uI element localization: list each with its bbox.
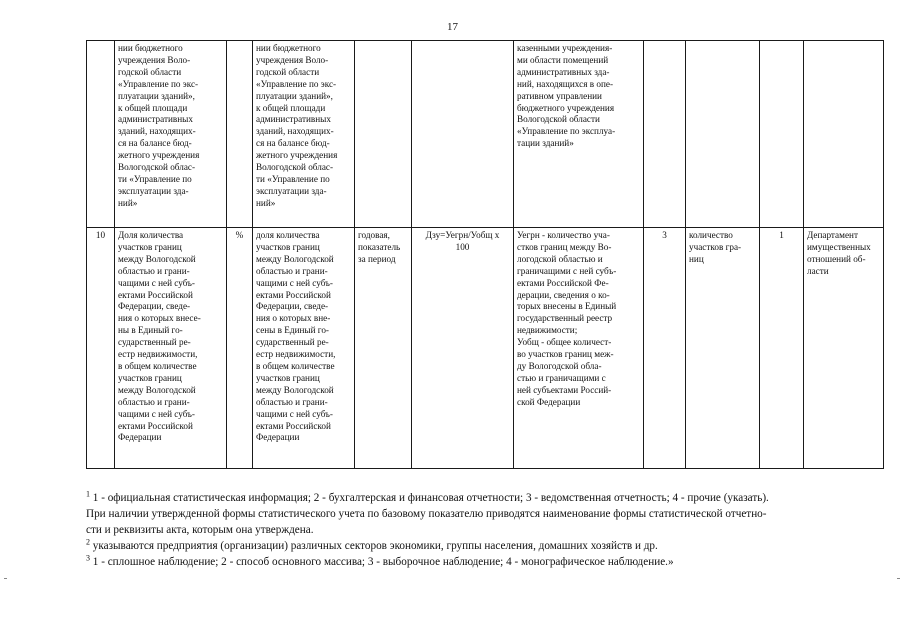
footnote-line (86, 554, 886, 570)
table-cell (760, 228, 804, 469)
cell-text-line: участков границ (118, 241, 182, 252)
table-cell (514, 228, 644, 469)
cell-text-line: участков гра- (689, 241, 742, 252)
cell-text-line: жетного учреждения (118, 150, 200, 161)
table-cell (115, 41, 227, 228)
scan-edge-mark (4, 578, 7, 579)
cell-text-line: стью и граничащими с (517, 372, 606, 383)
cell-text-line: эксплуатации зда- (256, 185, 327, 196)
cell-text-line: ний» (256, 197, 276, 208)
cell-text-line: за период (358, 253, 396, 264)
footnote-marker: 2 (86, 537, 90, 547)
cell-text-line: бюджетного учреждения (517, 102, 615, 113)
cell-text-line: учреждения Воло- (256, 54, 329, 65)
cell-text-line: чащими с ней субъ- (256, 277, 333, 288)
footnote-text: 1 - официальная статистическая информация; 2 - бухгалтерская и финансовая отчетности; 3 - ведомственная отчетность; 4 - прочие (указать). (90, 492, 769, 504)
table-cell (227, 41, 253, 228)
cell-text-line: ней субъектами Россий- (517, 384, 612, 395)
cell-text-line: ний» (118, 197, 138, 208)
cell-text-line: ектами Российской Фе- (517, 277, 609, 288)
footnote-text: указываются предприятия (организации) различных секторов экономики, группы населения, домашних хозяйств и др. (90, 540, 658, 552)
footnote-marker: 3 (86, 553, 90, 563)
cell-text-line: государственный реестр (517, 313, 613, 324)
page-number: 17 (447, 21, 458, 33)
cell-text-line: учреждения Воло- (118, 54, 191, 65)
cell-text-line: административных (118, 114, 193, 125)
cell-text-line: между Вологодской (118, 253, 196, 264)
cell-text-line: количество (689, 230, 733, 240)
cell-text-line: Доля количества (118, 230, 184, 240)
cell-text-line: % (235, 230, 244, 240)
cell-text-line: годовая, (358, 230, 390, 240)
table-cell (686, 228, 760, 469)
cell-text-line: годской области (256, 66, 320, 77)
table-cell (227, 228, 253, 469)
cell-text-line: к общей площади (118, 102, 188, 113)
cell-text-line: показатель (358, 241, 401, 252)
cell-text-line: естр недвижимости, (118, 349, 198, 360)
cell-text-line: отношений об- (807, 253, 866, 264)
cell-text-line: зданий, находящих- (256, 126, 334, 137)
cell-text-line: ний, находящихся в опе- (517, 78, 614, 89)
cell-text-line: в общем количестве (118, 360, 197, 371)
cell-text-line: между Вологодской (118, 384, 196, 395)
table-cell (686, 41, 760, 228)
cell-text-line: в общем количестве (256, 360, 335, 371)
cell-text-line: годской области (118, 66, 182, 77)
cell-text-line: ду Вологодской обла- (517, 360, 602, 371)
cell-text-line: нии бюджетного (118, 43, 183, 53)
cell-text-line: дерации, сведения о ко- (517, 289, 610, 300)
cell-text-line: областью и грани- (118, 265, 190, 276)
cell-text-line: Уегрн - количество уча- (517, 230, 610, 240)
cell-text-line: ниц (689, 253, 704, 264)
cell-text-line: ти «Управление по (256, 173, 330, 184)
cell-text-line: жетного учреждения (256, 150, 338, 161)
cell-text-line: административных (256, 114, 331, 125)
table-cell (644, 228, 686, 469)
table-cell (355, 228, 412, 469)
table-cell (644, 41, 686, 228)
scan-edge-mark (897, 578, 900, 579)
cell-text-line: ектами Российской (256, 289, 331, 300)
cell-text-line: участков границ (256, 241, 320, 252)
cell-text-line: ти «Управление по (118, 173, 192, 184)
table-row (87, 41, 884, 228)
cell-text-line: ми области помещений (517, 54, 609, 65)
table-cell (804, 41, 884, 228)
cell-text-line: между Вологодской (256, 253, 334, 264)
cell-text-line: доля количества (256, 230, 320, 240)
cell-text-line: естр недвижимости, (256, 349, 336, 360)
cell-text-line: Федерации, сведе- (256, 301, 329, 312)
table-cell (115, 228, 227, 469)
table-cell (412, 41, 514, 228)
cell-text-line: ектами Российской (256, 420, 331, 431)
cell-text-line: недвижимости; (517, 325, 578, 336)
cell-text-line: 10 (95, 230, 106, 240)
cell-text-line: административных зда- (517, 66, 610, 77)
cell-text-line: стков границ между Во- (517, 241, 612, 252)
footnotes (86, 490, 886, 570)
cell-text-line: ративном управлении (517, 90, 602, 101)
cell-text-line: «Управление по эксплуа- (517, 126, 616, 137)
cell-text-line: Федерации (256, 432, 300, 443)
cell-text-line: Департамент (807, 230, 858, 240)
table-cell (253, 41, 355, 228)
footnote-marker: 1 (86, 489, 90, 499)
cell-text-line: Вологодской облас- (256, 162, 334, 173)
cell-text-line: Дзу=Уегрн/Уобщ х (425, 230, 500, 240)
cell-text-line: во участков границ меж- (517, 349, 614, 360)
cell-text-line: Федерации (118, 432, 162, 443)
cell-text-line: плуатации зданий», (256, 90, 333, 101)
cell-text-line: чащими с ней субъ- (256, 408, 333, 419)
cell-text-line: имущественных (807, 241, 871, 252)
cell-text-line: к общей площади (256, 102, 326, 113)
cell-text-line: областью и грани- (118, 396, 190, 407)
cell-text-line: сены в Единый го- (256, 325, 329, 336)
footnote-line (86, 490, 886, 506)
table-cell (412, 228, 514, 469)
cell-text-line: логодской областью и (517, 253, 603, 264)
cell-text-line: участков границ (118, 372, 182, 383)
cell-text-line: чащими с ней субъ- (118, 408, 195, 419)
cell-text-line: торых внесены в Единый (517, 301, 617, 312)
cell-text-line: Вологодской области (517, 114, 600, 125)
cell-text-line: 1 (779, 230, 784, 240)
cell-text-line: ской Федерации (517, 396, 581, 407)
table-cell (514, 41, 644, 228)
table-cell (355, 41, 412, 228)
cell-text-line: «Управление по экс- (256, 78, 337, 89)
cell-text-line: областью и грани- (256, 265, 328, 276)
cell-text-line: зданий, находящих- (118, 126, 196, 137)
cell-text-line: сударственный ре- (256, 337, 329, 348)
footnote-line (86, 522, 886, 538)
cell-text-line: ектами Российской (118, 420, 193, 431)
cell-text-line: 3 (662, 230, 667, 240)
cell-text-line: сударственный ре- (118, 337, 191, 348)
cell-text-line: плуатации зданий», (118, 90, 195, 101)
table-cell (804, 228, 884, 469)
cell-text-line: ся на балансе бюд- (118, 138, 192, 149)
cell-text-line: областью и грани- (256, 396, 328, 407)
cell-text-line: ся на балансе бюд- (256, 138, 330, 149)
footnote-text: сти и реквизиты акта, которым она утверждена. (86, 524, 314, 536)
cell-text-line: казенными учреждения- (517, 43, 613, 53)
table-cell (87, 41, 115, 228)
cell-text-line: Вологодской облас- (118, 162, 196, 173)
footnote-text: 1 - сплошное наблюдение; 2 - способ основного массива; 3 - выборочное наблюдение; 4 - монографическое наблюдение.» (90, 556, 674, 568)
cell-text-line: участков границ (256, 372, 320, 383)
table-cell (760, 41, 804, 228)
cell-text-line: Федерации, сведе- (118, 301, 191, 312)
cell-text-line: чащими с ней субъ- (118, 277, 195, 288)
cell-text-line: ния о которых внесе- (118, 313, 201, 324)
cell-text-line: Уобщ - общее количест- (517, 337, 612, 348)
footnote-text: При наличии утвержденной формы статистического учета по базовому показателю приводятся наименование формы статистической отчетно- (86, 508, 767, 520)
cell-text-line: «Управление по экс- (118, 78, 199, 89)
cell-text-line: ния о которых вне- (256, 313, 331, 324)
table-cell (87, 228, 115, 469)
cell-text-line: нии бюджетного (256, 43, 321, 53)
cell-text-line: тации зданий» (517, 138, 574, 149)
table-cell (253, 228, 355, 469)
cell-text-line: 100 (455, 241, 470, 252)
cell-text-line: ласти (807, 265, 829, 276)
cell-text-line: граничащими с ней субъ- (517, 265, 617, 276)
cell-text-line: между Вологодской (256, 384, 334, 395)
indicator-table (86, 40, 884, 469)
cell-text-line: эксплуатации зда- (118, 185, 189, 196)
cell-text-line: ектами Российской (118, 289, 193, 300)
footnote-line (86, 506, 886, 522)
cell-text-line: ны в Единый го- (118, 325, 183, 336)
table-row (87, 228, 884, 469)
footnote-line (86, 538, 886, 554)
